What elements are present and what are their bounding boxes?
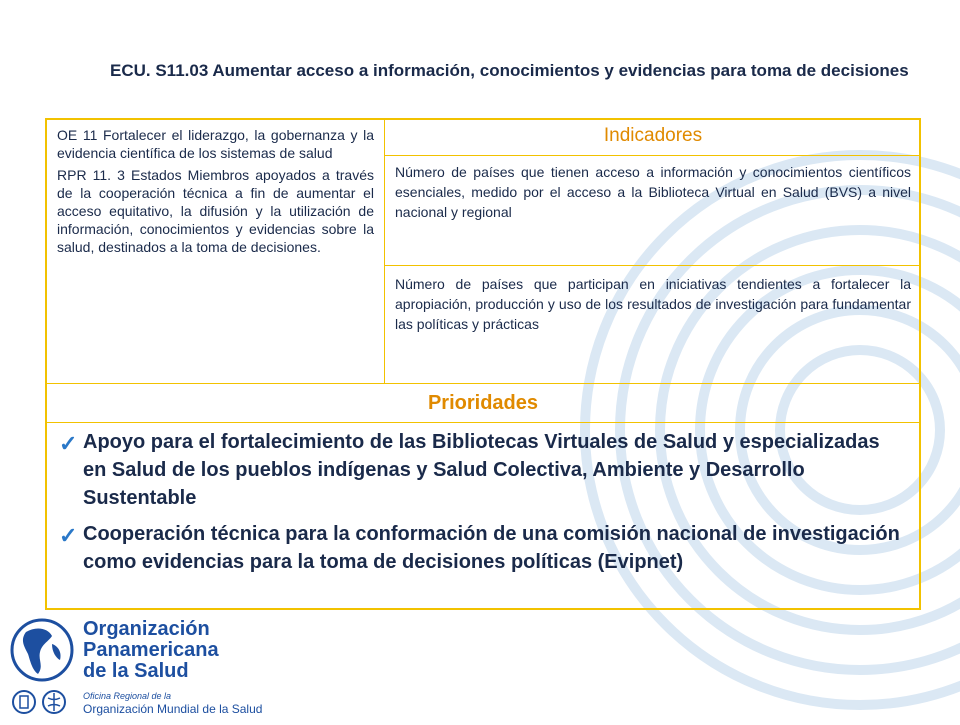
checkmark-icon: ✓ (59, 523, 78, 548)
indicator-2: Número de países que participan en iniciativas tendientes a fortalecer la apropiación, producción y uso de los resultados de investigación para fundamentar las políticas y prácticas (395, 276, 911, 332)
globe-emblem-icon (8, 616, 78, 720)
priorities-header: Prioridades (45, 383, 921, 423)
indicator-1: Número de países que tienen acceso a información y conocimientos científicos esenciales, medido por el acceso a la Biblioteca Virtual en Salud (BVS) a nivel nacional y regional (385, 156, 921, 266)
objective-cell (45, 118, 385, 383)
indicators-header: Indicadores (385, 118, 921, 156)
organization-name: Organización Panamericana de la Salud (83, 618, 219, 682)
checkmark-icon: ✓ (59, 431, 78, 456)
priority-text: Apoyo para el fortalecimiento de las Bibliotecas Virtuales de Salud y especializadas en Salud de los pueblos indígenas y Salud Colectiva, Ambiente y Desarrollo Sustentable (83, 431, 880, 509)
priority-item (59, 428, 901, 512)
who-name: Organización Mundial de la Salud (83, 702, 263, 716)
regional-office-label: Oficina Regional de la (83, 691, 172, 701)
strategic-objective: OE 11 Fortalecer el liderazgo, la gobernanza y la evidencia científica de los sistemas de salud (57, 127, 374, 161)
page-title: ECU. S11.03 Aumentar acceso a información, conocimientos y evidencias para toma de decisiones (110, 61, 909, 80)
priority-item (59, 520, 901, 576)
expected-result: RPR 11. 3 Estados Miembros apoyados a través de la cooperación técnica a fin de aumentar el acceso equitativo, la difusión y la utilización de información, conocimientos y evidencias sobre la salud, destinados a la toma de decisiones. (57, 167, 374, 255)
paho-logo (8, 616, 268, 720)
priorities-list (45, 428, 921, 584)
priority-text: Cooperación técnica para la conformación de una comisión nacional de investigación como evidencias para la toma de decisiones políticas (Evipnet) (83, 523, 900, 573)
